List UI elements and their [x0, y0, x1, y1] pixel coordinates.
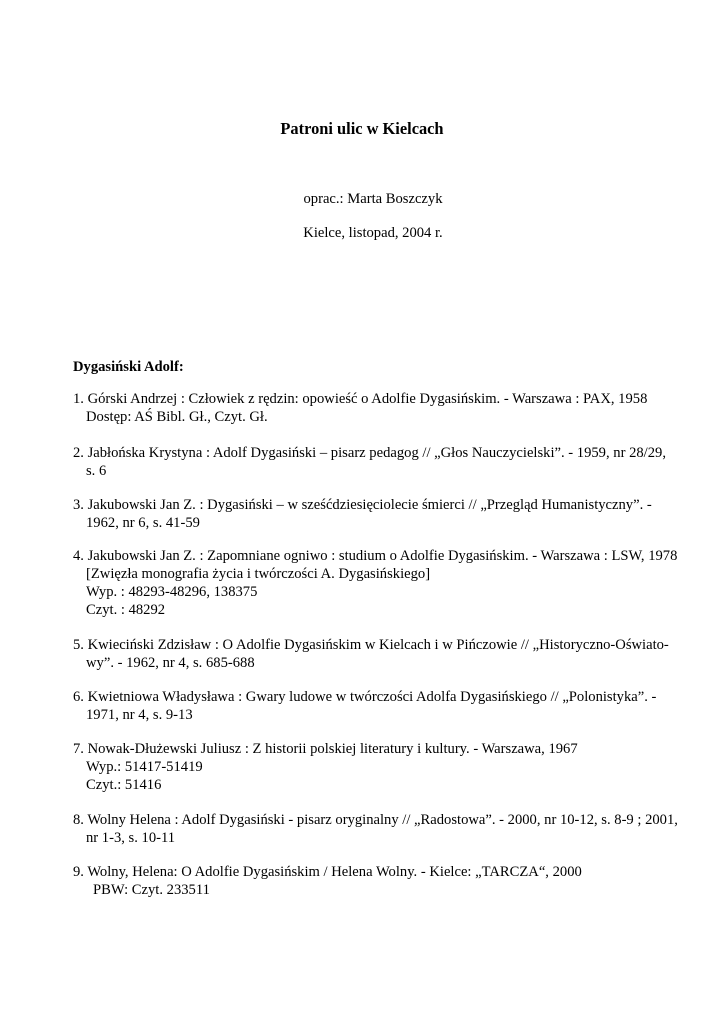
bibliography-entry-4 [73, 547, 683, 619]
document-title: Patroni ulic w Kielcach [280, 119, 444, 138]
entry-line: 2. Jabłońska Krystyna : Adolf Dygasiński – pisarz pedagog // „Głos Nauczycielski”. - 1959, nr 28/29, [73, 445, 666, 461]
bibliography-entry-1 [73, 390, 683, 426]
entry-line: nr 1-3, s. 10-11 [86, 830, 176, 846]
bibliography-entry-9 [73, 863, 683, 899]
bibliography-entry-2 [73, 444, 683, 480]
entry-line: Czyt. : 48292 [86, 602, 166, 618]
entry-line: 9. Wolny, Helena: O Adolfie Dygasińskim / Helena Wolny. - Kielce: „TARCZA“, 2000 [73, 864, 582, 880]
entry-line: 3. Jakubowski Jan Z. : Dygasiński – w sześćdziesięciolecie śmierci // „Przegląd Humanistyczny”. - [73, 497, 652, 513]
entry-line: 7. Nowak-Dłużewski Juliusz : Z historii polskiej literatury i kultury. - Warszawa, 1967 [73, 741, 578, 757]
entry-line: [Zwięzła monografia życia i twórczości A. Dygasińskiego] [86, 566, 431, 582]
entry-line: Czyt.: 51416 [86, 777, 162, 793]
entry-line: s. 6 [86, 463, 107, 479]
entry-line: 5. Kwieciński Zdzisław : O Adolfie Dygasińskim w Kielcach i w Pińczowie // „Historyczno-Oświato- [73, 637, 669, 653]
entry-line: PBW: Czyt. 233511 [93, 882, 210, 898]
author-line: oprac.: Marta Boszczyk [303, 191, 443, 207]
bibliography-entry-7 [73, 740, 683, 794]
bibliography-entry-5 [73, 636, 683, 672]
entry-line: Wyp. : 48293-48296, 138375 [86, 584, 258, 600]
bibliography-entry-3 [73, 496, 683, 532]
bibliography-entry-8 [73, 811, 683, 847]
section-heading: Dygasiński Adolf: [73, 359, 184, 375]
entry-line: 1962, nr 6, s. 41-59 [86, 515, 200, 531]
entry-line: wy”. - 1962, nr 4, s. 685-688 [86, 655, 255, 671]
entry-line: 4. Jakubowski Jan Z. : Zapomniane ogniwo : studium o Adolfie Dygasińskim. - Warszawa : LSW, 1978 [73, 548, 678, 564]
entry-line: 8. Wolny Helena : Adolf Dygasiński - pisarz oryginalny // „Radostowa”. - 2000, nr 10-12, s. 8-9 ; 2001, [73, 812, 678, 828]
entry-line: Wyp.: 51417-51419 [86, 759, 203, 775]
entry-line: Dostęp: AŚ Bibl. Gł., Czyt. Gł. [86, 409, 268, 425]
bibliography-entry-6 [73, 688, 683, 724]
entry-line: 1971, nr 4, s. 9-13 [86, 707, 193, 723]
entry-line: 6. Kwietniowa Władysława : Gwary ludowe w twórczości Adolfa Dygasińskiego // „Polonistyka”. - [73, 689, 657, 705]
place-date-line: Kielce, listopad, 2004 r. [303, 225, 443, 241]
entry-line: 1. Górski Andrzej : Człowiek z rędzin: opowieść o Adolfie Dygasińskim. - Warszawa : PAX, 1958 [73, 391, 648, 407]
